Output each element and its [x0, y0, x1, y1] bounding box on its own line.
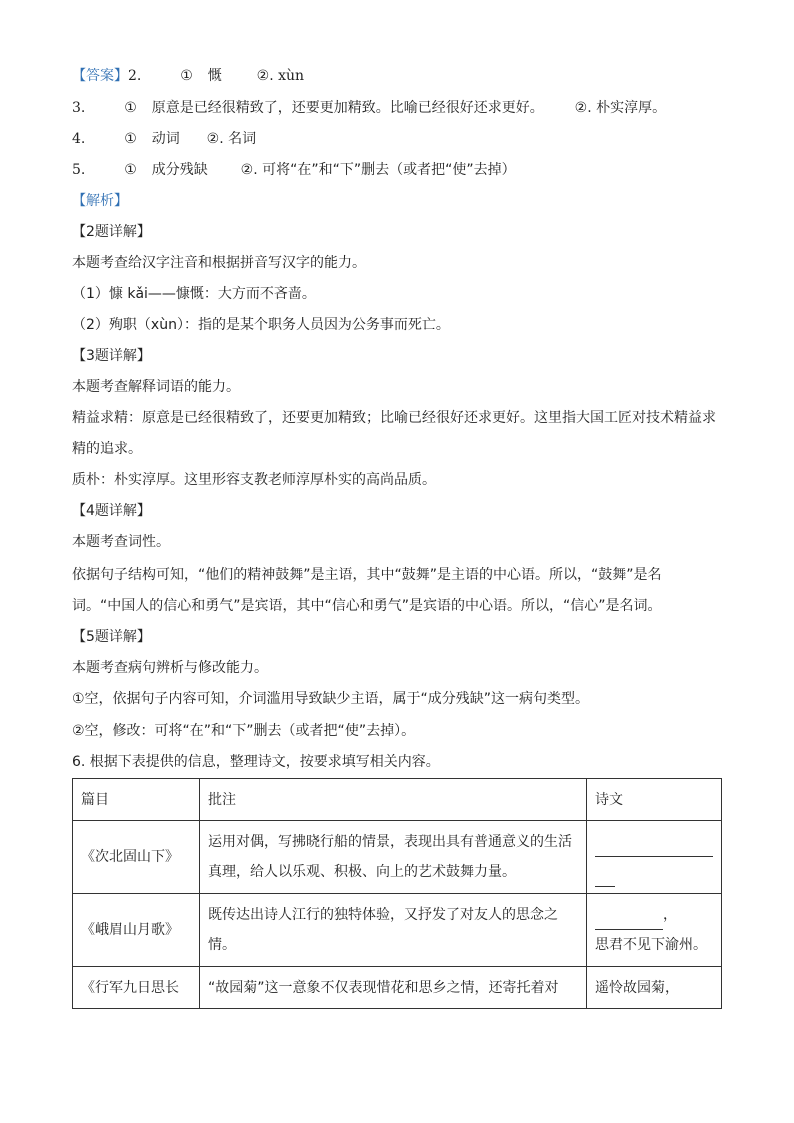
q4-answer-b: 名词	[228, 131, 257, 147]
q5-answer-b: 可将“在”和“下”删去（或者把“使”去掉）	[262, 162, 516, 178]
q5-answer-a: 成分残缺	[151, 162, 208, 178]
row-title: 《次北固山下》	[73, 821, 200, 894]
q4-detail-heading: 【4题详解】	[72, 503, 151, 519]
q3-detail-heading: 【3题详解】	[72, 348, 151, 364]
row-poem: 遥怜故园菊，	[587, 967, 722, 1009]
answer-tag: 【答案】	[72, 68, 128, 84]
row-note: “故园菊”这一意象不仅表现惜花和思乡之情，还寄托着对	[200, 967, 587, 1009]
q3-answer-a: 原意是已经很精致了，还要更加精致。比喻已经很好还求更好。	[151, 100, 544, 116]
poem-table	[72, 778, 722, 1009]
q3-answer-b: 朴实淳厚。	[596, 100, 667, 116]
row-poem-line-2: 思君不见下渝州。	[595, 937, 707, 953]
row-note-line-1: 既传达出诗人江行的独特体验，又抒发了对友人的思念之	[208, 907, 558, 923]
table-row	[73, 894, 722, 967]
q3-mark-b: ②.	[574, 100, 592, 116]
answer-line-q3	[72, 98, 666, 118]
q5-detail-heading: 【5题详解】	[72, 629, 151, 645]
table-row	[73, 967, 722, 1009]
q2-number: 2.	[128, 68, 142, 84]
row-title: 《行军九日思长	[73, 967, 200, 1009]
q3-mark-a: ①	[124, 100, 137, 116]
row-note	[200, 894, 587, 967]
row-note-line-2: 情。	[208, 937, 236, 953]
q2-detail-heading: 【2题详解】	[72, 224, 151, 240]
q5-detail-line-1: 本题考查病句辨析与修改能力。	[72, 660, 268, 676]
row-poem	[587, 894, 722, 967]
row-poem	[587, 821, 722, 894]
q5-mark-b: ②.	[240, 162, 258, 178]
q4-detail-line-3: 词。“中国人的信心和勇气”是宾语，其中“信心和勇气”是宾语的中心语。所以，“信心”是名词。	[72, 598, 662, 614]
row-poem-suffix: ，	[663, 907, 677, 923]
q3-number: 3.	[72, 100, 86, 116]
row-note	[200, 821, 587, 894]
answer-line-q2	[72, 66, 304, 86]
q3-detail-line-3: 精的追求。	[72, 441, 142, 457]
answer-line-q4	[72, 129, 256, 149]
q3-detail-line-2: 精益求精：原意是已经很精致了，还要更加精致；比喻已经很好还求更好。这里指大国工匠对技术精益求	[72, 410, 716, 426]
answer-line-q5	[72, 160, 516, 180]
q4-detail-line-1: 本题考查词性。	[72, 534, 170, 550]
header-title: 篇目	[73, 779, 200, 821]
table-header-row	[73, 779, 722, 821]
q4-number: 4.	[72, 131, 86, 147]
analysis-tag: 【解析】	[72, 193, 128, 209]
q6-prompt: 6. 根据下表提供的信息，整理诗文，按要求填写相关内容。	[72, 754, 440, 770]
q5-number: 5.	[72, 162, 86, 178]
q4-mark-a: ①	[124, 131, 137, 147]
q4-detail-line-2: 依据句子结构可知，“他们的精神鼓舞”是主语，其中“鼓舞”是主语的中心语。所以，“鼓舞”是名	[72, 567, 662, 583]
q3-detail-line-1: 本题考查解释词语的能力。	[72, 379, 240, 395]
header-poem: 诗文	[587, 779, 722, 821]
row-note-line-2: 真理，给人以乐观、积极、向上的艺术鼓舞力量。	[208, 864, 516, 880]
q3-detail-line-4: 质朴：朴实淳厚。这里形容支教老师淳厚朴实的高尚品质。	[72, 472, 436, 488]
answer-blank[interactable]	[595, 838, 713, 857]
q4-answer-a: 动词	[151, 131, 180, 147]
q2-answer-a: 慨	[207, 68, 222, 84]
table-row	[73, 821, 722, 894]
q2-detail-line-2: （1）慷 kǎi——慷慨：大方而不吝啬。	[72, 286, 316, 302]
q5-mark-a: ①	[124, 162, 137, 178]
q5-detail-line-3: ②空，修改：可将“在”和“下”删去（或者把“使”去掉）。	[72, 723, 416, 739]
row-note-line-1: 运用对偶，写拂晓行船的情景，表现出具有普通意义的生活	[208, 834, 572, 850]
q2-mark-b: ②.	[256, 68, 274, 84]
answer-blank[interactable]	[595, 868, 615, 887]
header-note: 批注	[200, 779, 587, 821]
q4-mark-b: ②.	[206, 131, 224, 147]
q5-detail-line-2: ①空，依据句子内容可知，介词滥用导致缺少主语，属于“成分残缺”这一病句类型。	[72, 691, 590, 707]
q2-answer-b: xùn	[278, 68, 305, 84]
q2-mark-a: ①	[180, 68, 193, 84]
row-title: 《峨眉山月歌》	[73, 894, 200, 967]
q2-detail-line-1: 本题考查给汉字注音和根据拼音写汉字的能力。	[72, 255, 366, 271]
answer-blank[interactable]	[595, 911, 663, 930]
q2-detail-line-3: （2）殉职（xùn）：指的是某个职务人员因为公务事而死亡。	[72, 317, 450, 333]
